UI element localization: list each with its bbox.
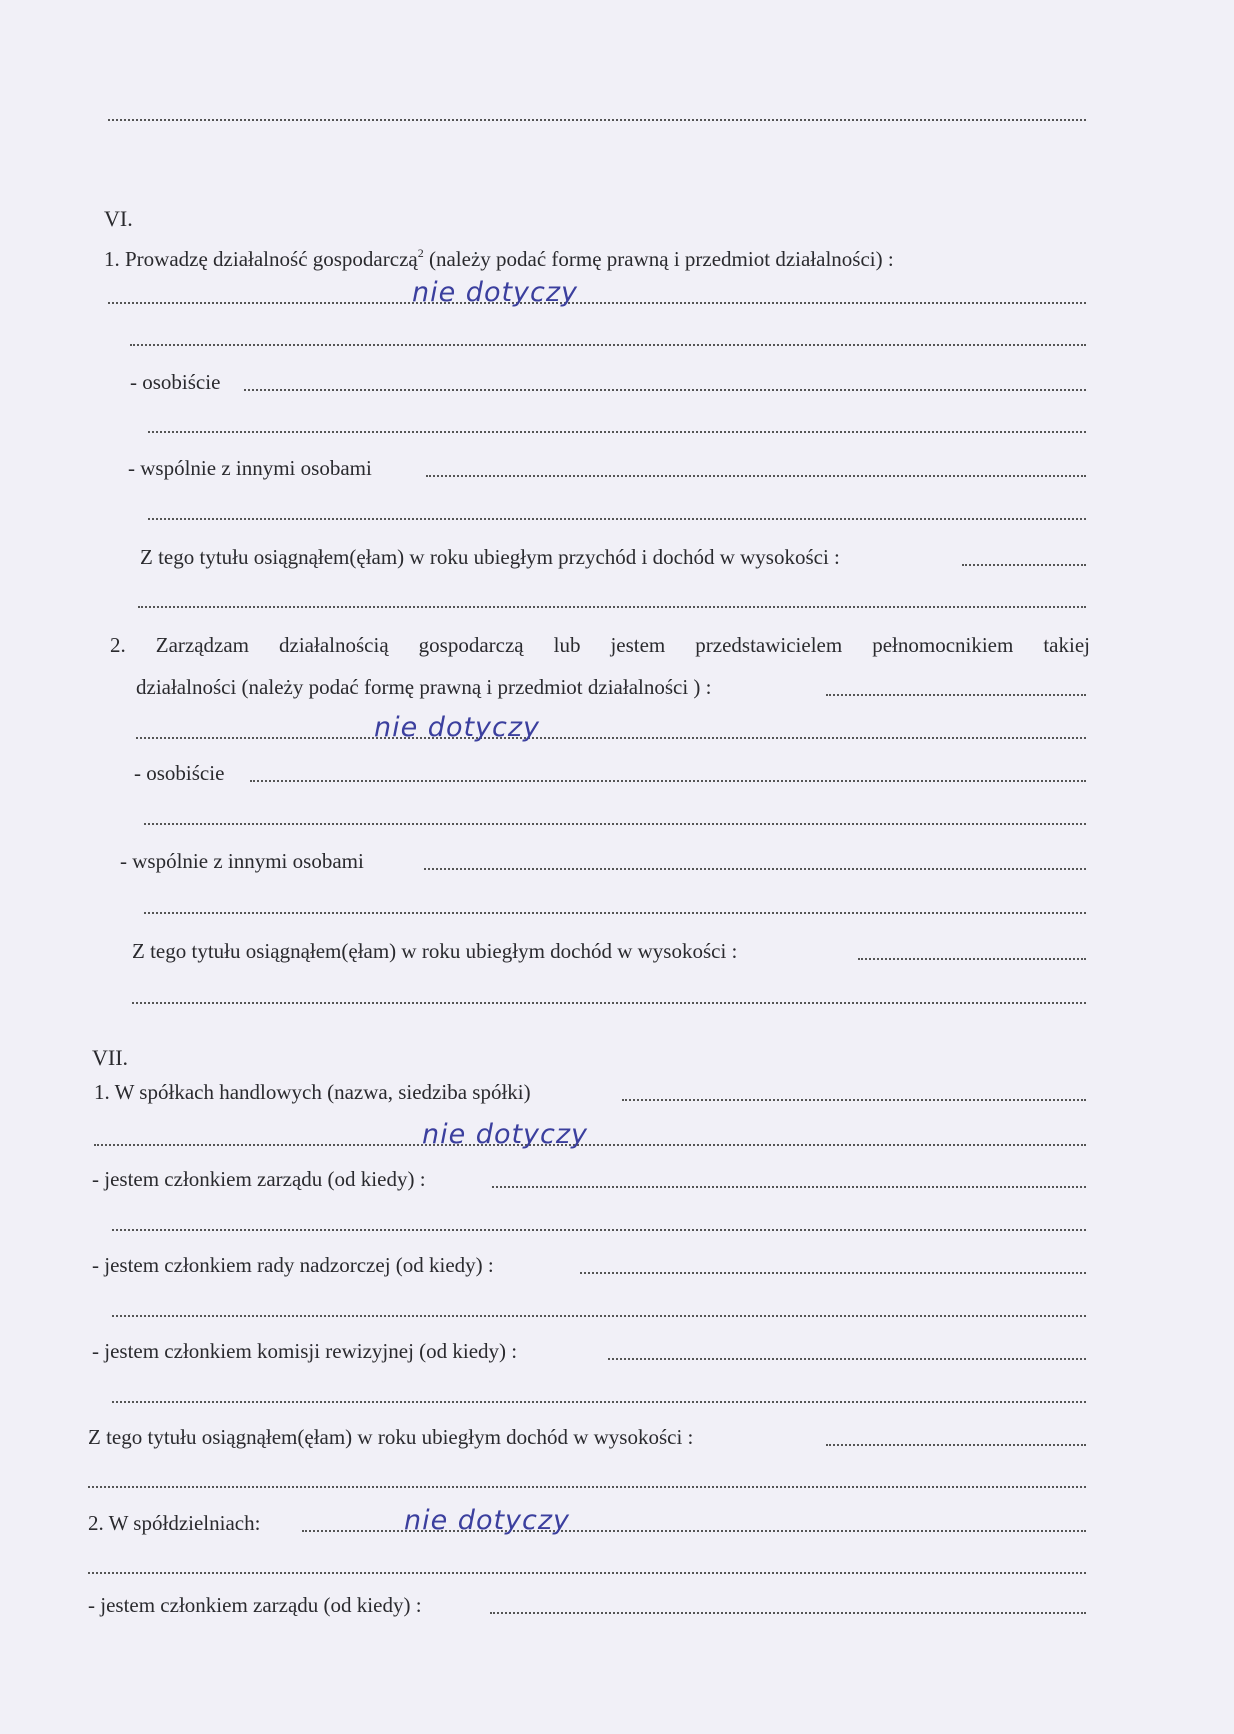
vii-board-row — [0, 1164, 1234, 1194]
vi-item1-answer-line[interactable] — [0, 277, 1234, 310]
vi-item2-personally-row — [0, 758, 1234, 788]
vi-item1-personally-line2[interactable] — [0, 409, 1234, 439]
vi-item1-text — [104, 238, 1090, 271]
vii-item2-board-row — [0, 1590, 1234, 1620]
vi-item1-jointly-line2[interactable] — [0, 496, 1234, 526]
dotted-line — [144, 912, 1086, 914]
vi-item2-personally-line2[interactable] — [0, 801, 1234, 831]
vii-audit-line2[interactable] — [0, 1379, 1234, 1409]
continuation-line — [0, 97, 1234, 127]
dotted-line[interactable] — [580, 1272, 1086, 1274]
dotted-line — [148, 518, 1086, 520]
section-vii-heading — [0, 1043, 1234, 1073]
vii-audit-row — [0, 1336, 1234, 1366]
personally-label: - osobiście — [134, 761, 225, 785]
audit-member-label: - jestem członkiem komisji rewizyjnej (od kiedy) : — [92, 1339, 518, 1363]
vi-item1-income-row — [0, 542, 1234, 572]
vi-item2-income-line2[interactable] — [0, 980, 1234, 1010]
jointly-label: - wspólnie z innymi osobami — [120, 849, 364, 873]
dotted-line — [88, 1486, 1086, 1488]
dotted-line — [130, 344, 1086, 346]
vii-supervisory-row — [0, 1250, 1234, 1280]
dotted-line — [112, 1229, 1086, 1231]
dotted-line[interactable] — [424, 868, 1086, 870]
dotted-line[interactable] — [826, 694, 1086, 696]
vii-income-line2[interactable] — [0, 1464, 1234, 1494]
vii-item1-text: 1. W spółkach handlowych (nazwa, siedziba spółki) — [94, 1080, 531, 1104]
handwritten-answer: nie dotyczy — [412, 277, 579, 308]
dotted-line[interactable] — [608, 1358, 1086, 1360]
vii-item2-text: 2. W spółdzielniach: — [88, 1511, 261, 1535]
vi-item2-jointly-row — [0, 846, 1234, 876]
section-vi-heading — [0, 204, 1234, 234]
dotted-line[interactable] — [426, 475, 1086, 477]
dotted-line[interactable] — [250, 780, 1086, 782]
section-heading: VI. — [104, 206, 133, 231]
dotted-line — [132, 1002, 1086, 1004]
supervisory-member-label: - jestem członkiem rady nadzorczej (od kiedy) : — [92, 1253, 494, 1277]
dotted-line[interactable] — [492, 1186, 1086, 1188]
vi-item2-text: 2. Zarządzam działalnością gospodarczą lub jestem przedstawicielem pełnomocnikiem takiej — [110, 633, 1090, 657]
vi-item2-label-line2 — [0, 672, 1234, 702]
vii-board-line2[interactable] — [0, 1207, 1234, 1237]
vi-item1-jointly-row — [0, 453, 1234, 483]
dotted-line — [94, 1144, 1086, 1146]
vi-item2-answer-line[interactable] — [0, 712, 1234, 745]
dotted-line[interactable] — [826, 1444, 1086, 1446]
dotted-line — [144, 823, 1086, 825]
jointly-label: - wspólnie z innymi osobami — [128, 456, 372, 480]
dotted-line — [148, 431, 1086, 433]
dotted-line[interactable] — [962, 564, 1086, 566]
vi-item2-jointly-line2[interactable] — [0, 890, 1234, 920]
board-member-label: - jestem członkiem zarządu (od kiedy) : — [88, 1593, 422, 1617]
vi-item2-income-row — [0, 936, 1234, 966]
income-label: Z tego tytułu osiągnąłem(ęłam) w roku ubiegłym przychód i dochód w wysokości : — [140, 545, 840, 569]
vii-item2-line2[interactable] — [0, 1550, 1234, 1580]
vii-income-row — [0, 1422, 1234, 1452]
vi-item1-text-main: 1. Prowadzę działalność gospodarczą — [104, 247, 418, 271]
dotted-line — [136, 737, 1086, 739]
vii-item1-label — [0, 1077, 1234, 1107]
handwritten-answer: nie dotyczy — [422, 1119, 589, 1150]
dotted-line — [108, 302, 1086, 304]
vii-item1-answer-line[interactable] — [0, 1119, 1234, 1152]
dotted-line[interactable] — [490, 1612, 1086, 1614]
personally-label: - osobiście — [130, 370, 221, 394]
vi-item1-income-line2[interactable] — [0, 584, 1234, 614]
vi-item1-text-after: (należy podać formę prawną i przedmiot działalności) : — [423, 247, 894, 271]
vii-supervisory-line2[interactable] — [0, 1293, 1234, 1323]
dotted-line — [138, 606, 1086, 608]
vi-item2-label-line1 — [0, 630, 1234, 660]
handwritten-answer: nie dotyczy — [374, 712, 541, 743]
footnote-marker: 2 — [417, 246, 424, 260]
dotted-line[interactable] — [622, 1099, 1086, 1101]
vi-item1-answer-line2[interactable] — [0, 322, 1234, 352]
dotted-line[interactable] — [244, 389, 1086, 391]
dotted-line — [88, 1572, 1086, 1574]
income-label: Z tego tytułu osiągnąłem(ęłam) w roku ubiegłym dochód w wysokości : — [88, 1425, 694, 1449]
board-member-label: - jestem członkiem zarządu (od kiedy) : — [92, 1167, 426, 1191]
vii-item2-row — [0, 1505, 1234, 1538]
section-heading: VII. — [92, 1045, 129, 1070]
dotted-line — [112, 1401, 1086, 1403]
handwritten-answer: nie dotyczy — [404, 1505, 571, 1536]
dotted-line[interactable] — [858, 958, 1086, 960]
vi-item2-text-cont: działalności (należy podać formę prawną i przedmiot działalności ) : — [136, 675, 712, 699]
vi-item1-personally-row — [0, 367, 1234, 397]
income-label: Z tego tytułu osiągnąłem(ęłam) w roku ubiegłym dochód w wysokości : — [132, 939, 738, 963]
dotted-line — [108, 119, 1086, 121]
dotted-line — [112, 1315, 1086, 1317]
vi-item1-label — [0, 238, 1234, 271]
